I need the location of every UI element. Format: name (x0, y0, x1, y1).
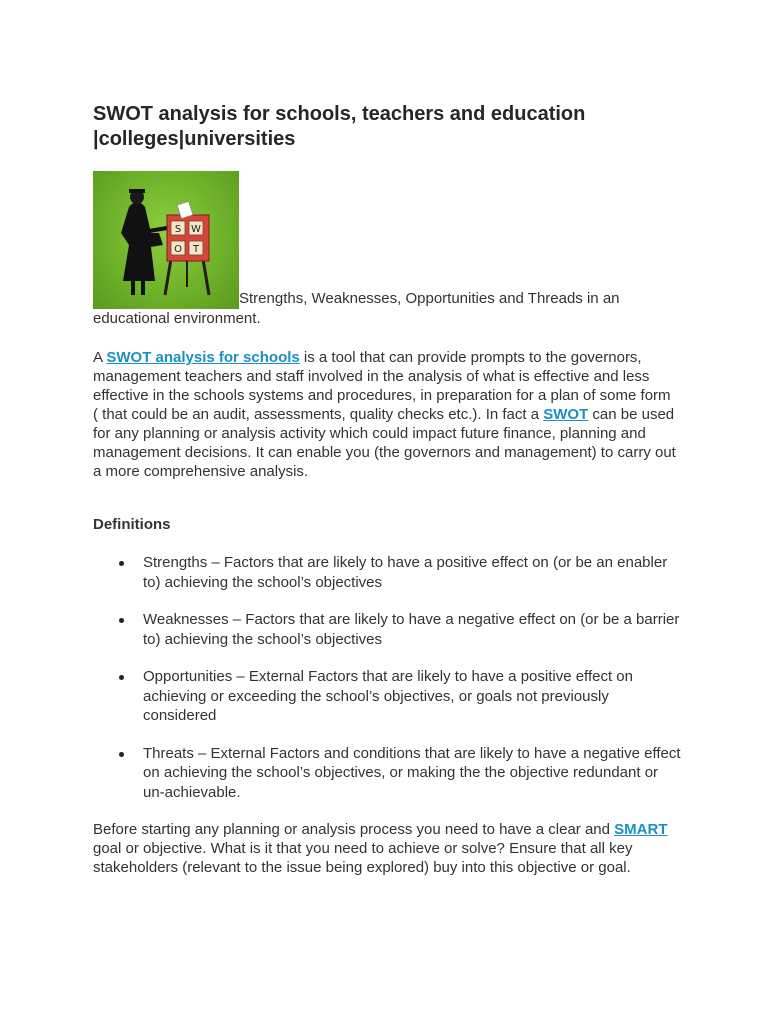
smart-link[interactable]: SMART (614, 821, 668, 838)
list-item (93, 744, 683, 803)
paragraph-text: can be used for any planning or analysis activity which could impact future finance, planning and management decisions. It can enable you (the governors and management) to carry out a more comprehensive analysis. (93, 406, 676, 480)
closing-paragraph (93, 820, 678, 877)
bullet-icon (119, 752, 124, 757)
paragraph-text: goal or objective. What is it that you need to achieve or solve? Ensure that all key stakeholders (relevant to the issue being explored) buy into this objective or goal. (93, 840, 633, 876)
bullet-icon (119, 618, 124, 623)
page-title: SWOT analysis for schools, teachers and education |colleges|universities (93, 103, 586, 150)
figure-with-caption (93, 171, 673, 329)
paragraph-text: is a tool that can provide prompts to the governors, management teachers and staff involved in the analysis of what is effective and less effective in the schools systems and procedures, in preparation for a plan of some form ( that could be an audit, assessments, quality checks etc.). In fact a (93, 349, 671, 423)
svg-text:W: W (191, 224, 201, 235)
list-item (93, 553, 683, 592)
swot-figurine-image (93, 171, 239, 309)
definitions-heading: Definitions (93, 516, 171, 533)
image-caption: Strengths, Weaknesses, Opportunities and Threads in an educational environment. (93, 290, 620, 327)
definition-text: Threats – External Factors and conditions that are likely to have a negative effect on achieving the school’s objectives, or making the the objective redundant or un-achievable. (143, 744, 681, 801)
svg-text:T: T (192, 244, 200, 255)
definition-text: Strengths – Factors that are likely to have a positive effect on (or be an enabler to) achieving the school’s objectives (143, 554, 668, 591)
list-item (93, 667, 683, 726)
paragraph-text: Before starting any planning or analysis process you need to have a clear and (93, 821, 615, 838)
list-item (93, 610, 683, 649)
swot-link[interactable]: SWOT (543, 406, 589, 423)
svg-text:O: O (174, 244, 182, 255)
definition-text: Weaknesses – Factors that are likely to have a negative effect on (or be a barrier to) achieving the school’s objectives (143, 611, 680, 648)
definitions-list (93, 553, 683, 820)
intro-paragraph (93, 348, 678, 481)
svg-text:S: S (174, 224, 182, 235)
swot-analysis-link[interactable]: SWOT analysis for schools (106, 349, 300, 366)
definition-text: Opportunities – External Factors that are likely to have a positive effect on achieving or exceeding the school’s objectives, or goals not previously considered (143, 668, 633, 724)
bullet-icon (119, 561, 124, 566)
paragraph-text: A (93, 349, 107, 366)
bullet-icon (119, 675, 124, 680)
